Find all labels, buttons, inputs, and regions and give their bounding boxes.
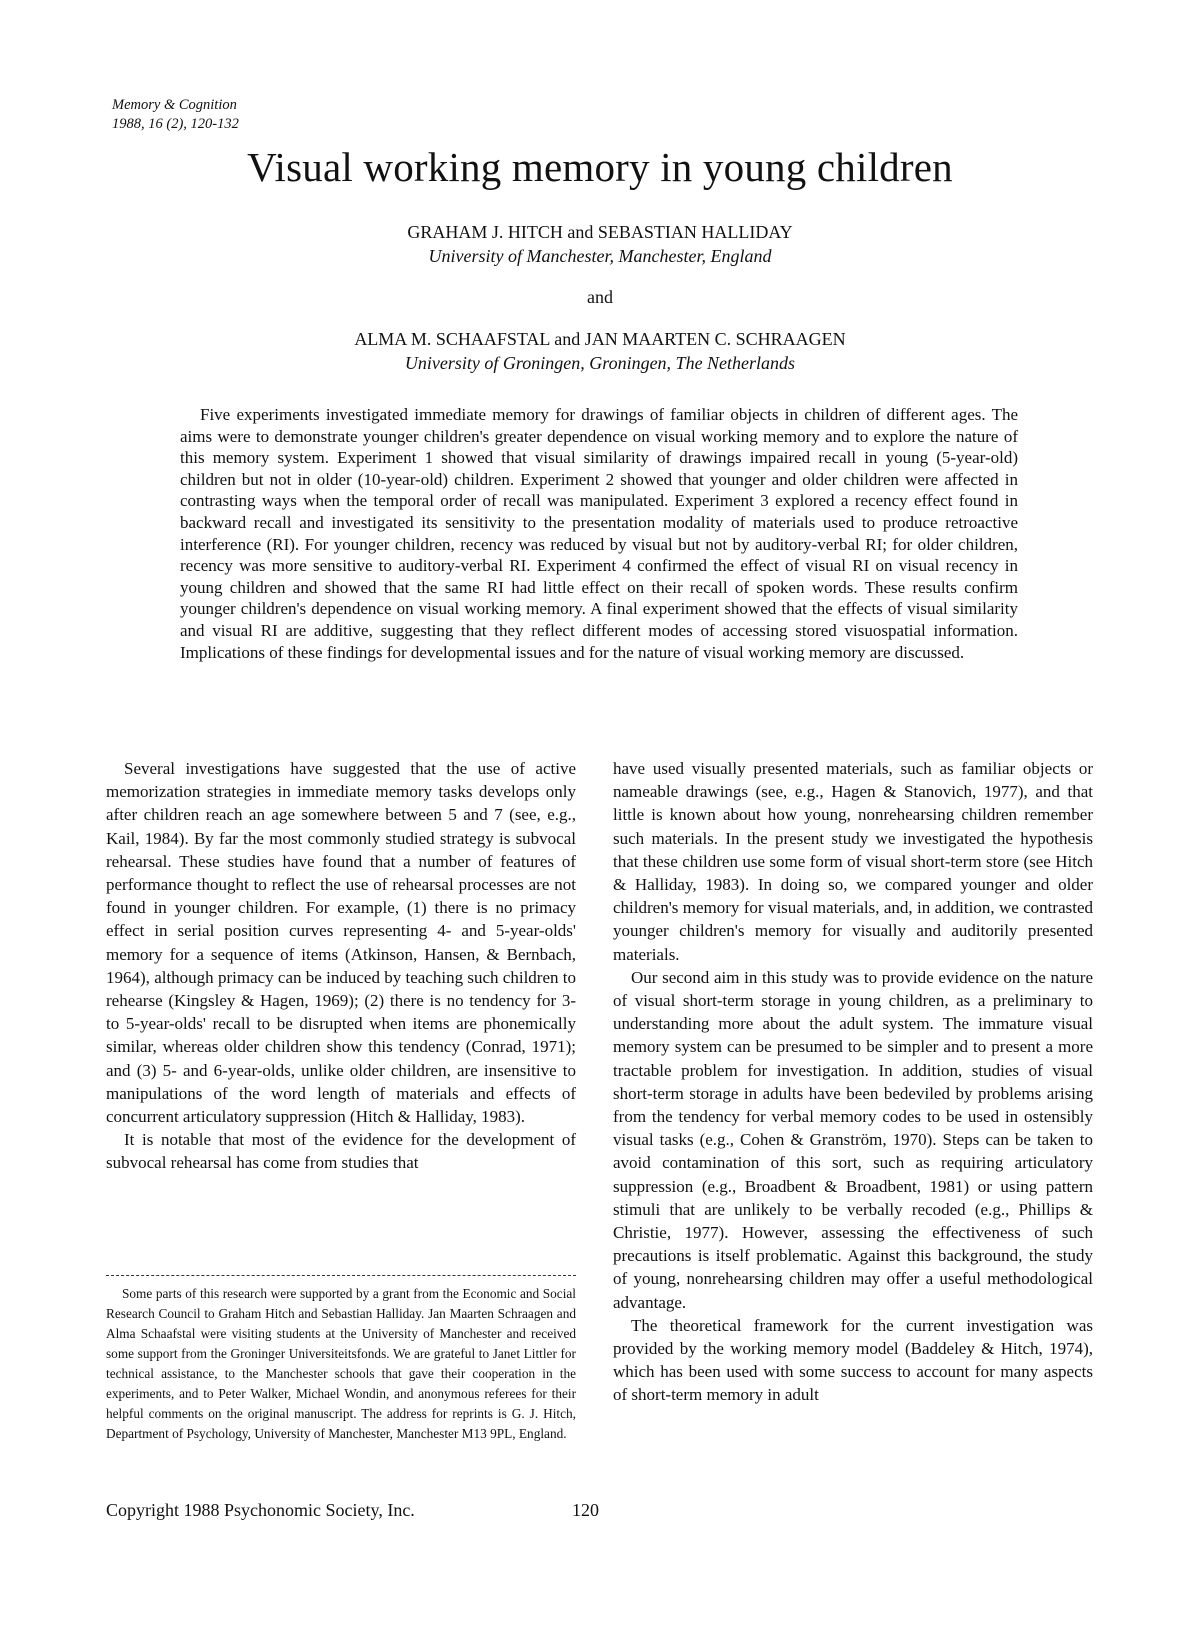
journal-header [112,96,239,134]
page-number: 120 [572,1500,599,1520]
author-names-group-2: ALMA M. SCHAAFSTAL and JAN MAARTEN C. SCHRAAGEN [354,329,846,349]
author-affiliation-group-2: University of Groningen, Groningen, The Netherlands [404,353,796,373]
copyright-notice: Copyright 1988 Psychonomic Society, Inc. [106,1500,415,1520]
body-column-left [106,757,576,1175]
author-affiliation-group-1: University of Manchester, Manchester, England [428,246,772,266]
body-paragraph: Several investigations have suggested that the use of active memorization strategies in immediate memory tasks develops only after children reach an age somewhere between 5 and 7 (see, e.g., Kail, 1984). By far the most commonly studied strategy is subvocal rehearsal. These studies have found that a number of features of performance thought to reflect the use of rehearsal processes are not found in younger children. For example, (1) there is no primacy effect in serial position curves representing 4- and 5-year-olds' memory for a sequence of items (Atkinson, Hansen, & Bernbach, 1964), although primacy can be induced by teaching such children to rehearse (Kingsley & Hagen, 1969); (2) there is no tendency for 3- to 5-year-olds' recall to be disrupted when items are phonemically similar, whereas older children show this tendency (Conrad, 1971); and (3) 5- and 6-year-olds, unlike older children, are insensitive to manipulations of the word length of materials and effects of concurrent articulatory suppression (Hitch & Halliday, 1983). [106,759,576,1127]
journal-name: Memory & Cognition [112,97,237,113]
body-paragraph-continuation: have used visually presented materials, such as familiar objects or nameable drawings (see, e.g., Hagen & Stanovich, 1977), and that little is known about how young, nonrehearsing children remember such materials. In the present study we investigated the hypothesis that these children use some form of visual short-term store (see Hitch & Halliday, 1983). In doing so, we compared younger and older children's memory for visual materials, and, in addition, we contrasted younger children's memory for visually and auditorily presented materials. [613,759,1093,964]
body-column-right [613,757,1093,1407]
body-paragraph: It is notable that most of the evidence for the development of subvocal rehearsal has come from studies that [106,1130,576,1173]
footnote: Some parts of this research were supported by a grant from the Economic and Social Research Council to Graham Hitch and Sebastian Halliday. Jan Maarten Schraagen and Alma Schaafstal were visiting students at the University of Manchester and received some support from the Groninger Universiteitsfonds. We are grateful to Janet Littler for technical assistance, to the Manchester schools that gave their cooperation in the experiments, and to Peter Walker, Michael Wondin, and anonymous referees for their helpful comments on the original manuscript. The address for reprints is G. J. Hitch, Department of Psychology, University of Manchester, Manchester M13 9PL, England. [106,1286,576,1441]
article-title: Visual working memory in young children [247,144,953,190]
author-separator: and [587,287,613,307]
body-paragraph: The theoretical framework for the current investigation was provided by the working memory model (Baddeley & Hitch, 1974), which has been used with some success to account for many aspects of short-term memory in adult [613,1315,1093,1405]
abstract: Five experiments investigated immediate memory for drawings of familiar objects in children of different ages. The aims were to demonstrate younger children's greater dependence on visual working memory and to explore the nature of this memory system. Experiment 1 showed that visual similarity of drawings impaired recall in young (5-year-old) children but not in older (10-year-old) children. Experiment 2 showed that younger and older children were affected in contrasting ways when the temporal order of recall was manipulated. Experiment 3 explored a recency effect found in backward recall and investigated its sensitivity to the presentation modality of materials used to produce retroactive interference (RI). For younger children, recency was reduced by visual but not by auditory-verbal RI; for older children, recency was more sensitive to auditory-verbal RI. Experiment 4 confirmed the effect of visual RI on visual recency in young children and showed that the same RI had little effect on their recall of spoken words. These results confirm younger children's dependence on visual working memory. A final experiment showed that the effects of visual similarity and visual RI are additive, suggesting that they reflect different modes of accessing stored visuospatial information. Implications of these findings for developmental issues and for the nature of visual working memory are discussed. [180,405,1018,662]
author-names-group-1: GRAHAM J. HITCH and SEBASTIAN HALLIDAY [407,222,793,242]
footnote-divider [106,1275,576,1276]
body-paragraph: Our second aim in this study was to provide evidence on the nature of visual short-term storage in young children, as a preliminary to understanding more about the adult system. The immature visual memory system can be presumed to be simpler and to present a more tractable problem for investigation. In addition, studies of visual short-term storage in adults have been bedeviled by problems arising from the tendency for verbal memory codes to be used in ostensibly visual tasks (e.g., Cohen & Granström, 1970). Steps can be taken to avoid contamination of this sort, such as requiring articulatory suppression (e.g., Broadbent & Broadbent, 1981) or using pattern stimuli that are unlikely to be verbally recoded (e.g., Phillips & Christie, 1977). However, assessing the effectiveness of such precautions is itself problematic. Against this background, the study of young, nonrehearsing children may offer a useful methodological advantage. [613,967,1093,1312]
journal-citation: 1988, 16 (2), 120-132 [112,116,239,132]
